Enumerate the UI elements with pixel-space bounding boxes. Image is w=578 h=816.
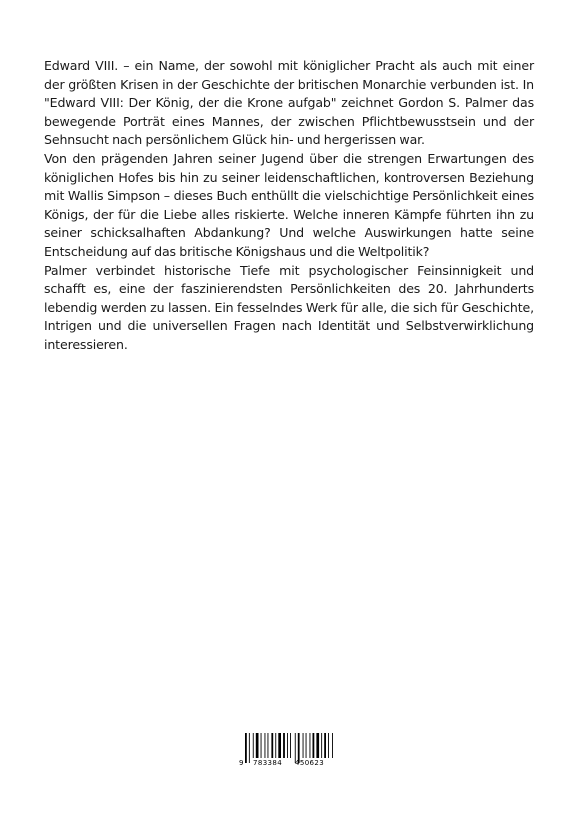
blurb-paragraph-2: Von den prägenden Jahren seiner Jugend über die strengen Erwartungen des königlichen Hofes bis hin zu seiner leidenschaftlichen, kontroversen Beziehung mit Wallis Simpson – dieses Buch enthüllt die vielschichtige Persönlichkeit eines Königs, der für die Liebe alles riskierte. Welche inneren Kämpfe führten ihn zu seiner schicksalhaften Abdankung? Und welche Auswirkungen hatte seine Entscheidung auf das britische Königshaus und die Weltpolitik? <box>44 150 534 259</box>
barcode-bar <box>253 733 254 758</box>
barcode-bar <box>287 733 288 758</box>
barcode-bar <box>303 733 304 758</box>
barcode-bar <box>290 733 291 758</box>
barcode-right-group: 450623 <box>295 759 325 767</box>
barcode-bar <box>306 733 307 758</box>
barcode-bar <box>268 733 269 758</box>
blurb-paragraph-3: Palmer verbindet historische Tiefe mit psychologischer Feinsinnigkeit und schafft es, eine der faszinierendsten Persönlichkeiten des 20. Jahrhunderts lebendig werden zu lassen. Ein fesselndes Werk für alle, die sich für Geschichte, Intrigen und die universellen Fragen nach Identität und Selbstverwirklichung interessieren. <box>44 262 534 352</box>
barcode-bar <box>324 733 326 758</box>
barcode-first-digit: 9 <box>239 759 244 767</box>
barcode-bar <box>256 733 259 758</box>
barcode-bar <box>328 733 329 758</box>
barcode-bar <box>321 733 322 758</box>
barcode-bar <box>283 733 285 758</box>
barcode-bar <box>278 733 281 758</box>
barcode-bar <box>261 733 262 758</box>
barcode-bar <box>332 733 333 758</box>
isbn-barcode <box>239 733 339 767</box>
barcode-bar <box>316 733 319 758</box>
barcode-bar <box>275 733 276 758</box>
barcode-left-group: 783384 <box>253 759 283 767</box>
barcode-bar <box>265 733 266 758</box>
blurb-paragraph-1: Edward VIII. – ein Name, der sowohl mit königlicher Pracht als auch mit einer der größten Krisen in der Geschichte der britischen Monarchie verbunden ist. In "Edward VIII: Der König, der die Krone aufgab" zeichnet Gordon S. Palmer das bewegende Porträt eines Mannes, der zwischen Pflichtbewusstsein und der Sehnsucht nach persönlichem Glück hin- und hergerissen war. <box>44 58 534 148</box>
barcode-bar <box>271 733 273 758</box>
back-cover-text <box>44 57 534 355</box>
barcode-bar <box>313 733 315 758</box>
barcode-numbers <box>239 759 339 769</box>
barcode-bar <box>310 733 311 758</box>
